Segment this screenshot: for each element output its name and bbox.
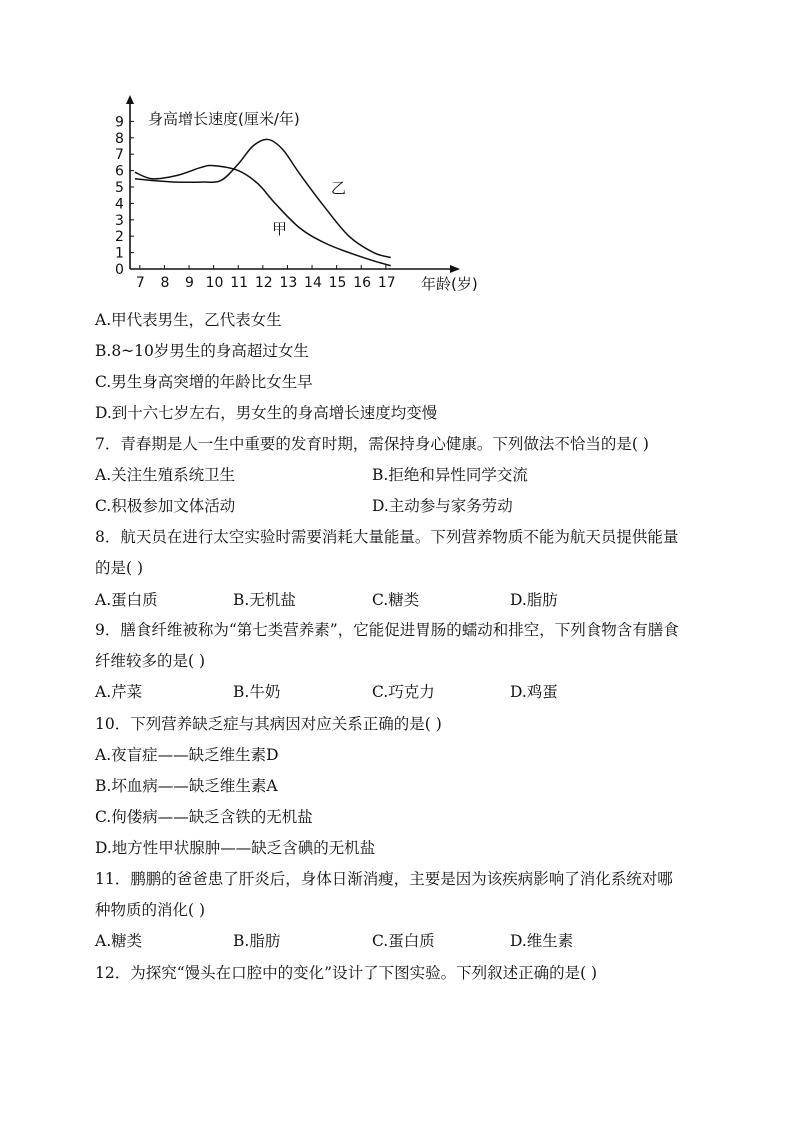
q8-option-a: A.蛋白质 — [95, 591, 158, 609]
y-tick-label: 3 — [115, 212, 124, 229]
y-tick-label: 8 — [115, 130, 124, 147]
q12-stem: 12．为探究“馒头在口腔中的变化”设计了下图实验。下列叙述正确的是( ) — [95, 964, 598, 982]
y-tick-label: 0 — [115, 262, 124, 278]
q10-option-d: D.地方性甲状腺肿——缺乏含碘的无机盐 — [95, 839, 376, 857]
q11-option-c: C.蛋白质 — [372, 932, 435, 950]
y-tick-label: 9 — [115, 114, 124, 131]
y-axis-ticks — [115, 114, 134, 278]
y-tick-label: 7 — [115, 147, 124, 164]
q9-option-c: C.巧克力 — [372, 683, 435, 701]
series-label-jia: 甲 — [272, 220, 288, 238]
q7-option-b: B.拒绝和异性同学交流 — [372, 466, 528, 484]
series-line-jia — [135, 165, 391, 265]
q10-option-c: C.佝偻病——缺乏含铁的无机盐 — [95, 808, 313, 826]
x-tick-label: 16 — [353, 275, 372, 291]
y-axis-arrow — [126, 95, 134, 104]
q9-option-b: B.牛奶 — [233, 683, 281, 701]
q8-option-b: B.无机盐 — [233, 591, 296, 609]
x-tick-label: 12 — [254, 275, 273, 291]
q7-option-a: A.关注生殖系统卫生 — [95, 466, 236, 484]
x-tick-label: 9 — [185, 275, 194, 291]
q10-stem: 10．下列营养缺乏症与其病因对应关系正确的是( ) — [95, 715, 442, 733]
q10-option-b: B.坏血病——缺乏维生素A — [95, 777, 278, 795]
q9-option-d: D.鸡蛋 — [510, 683, 558, 701]
q11-stem-line1: 11．鹏鹏的爸爸患了肝炎后，身体日渐消瘦，主要是因为该疾病影响了消化系统对哪 — [95, 870, 673, 888]
q11-option-d: D.维生素 — [510, 932, 574, 950]
q8-option-c: C.糖类 — [372, 591, 420, 609]
x-axis-arrow — [450, 265, 460, 273]
series-line-yi — [135, 139, 391, 257]
q11-stem-line2: 种物质的消化( ) — [95, 901, 206, 919]
q10-option-a: A.夜盲症——缺乏维生素D — [95, 746, 279, 764]
y-tick-label: 1 — [115, 245, 124, 262]
q7-stem: 7．青春期是人一生中重要的发育时期，需保持身心健康。下列做法不恰当的是( ) — [95, 435, 649, 453]
x-axis-label: 年龄(岁) — [421, 275, 478, 292]
q8-stem-line1: 8．航天员在进行太空实验时需要消耗大量能量。下列营养物质不能为航天员提供能量 — [95, 528, 679, 546]
q6-option-b: B.8~10岁男生的身高超过女生 — [95, 342, 309, 360]
x-tick-label: 14 — [304, 275, 322, 291]
y-tick-label: 2 — [115, 229, 124, 246]
q9-option-a: A.芹菜 — [95, 683, 143, 701]
x-tick-label: 11 — [230, 275, 249, 291]
chart-curves — [135, 139, 391, 265]
q11-option-a: A.糖类 — [95, 932, 143, 950]
q6-option-a: A.甲代表男生，乙代表女生 — [95, 311, 282, 329]
q8-stem-line2: 的是( ) — [95, 559, 144, 577]
chart-title: 身高增长速度(厘米/年) — [148, 110, 300, 128]
growth-rate-chart — [108, 92, 500, 292]
x-tick-label: 17 — [377, 275, 396, 291]
x-tick-label: 8 — [160, 275, 170, 291]
q6-option-c: C.男生身高突增的年龄比女生早 — [95, 373, 313, 391]
y-tick-label: 5 — [115, 180, 124, 196]
x-tick-label: 7 — [135, 275, 145, 291]
y-tick-label: 6 — [115, 163, 124, 180]
q7-option-c: C.积极参加文体活动 — [95, 497, 236, 515]
q6-option-d: D.到十六七岁左右，男女生的身高增长速度均变慢 — [95, 404, 438, 422]
x-tick-label: 13 — [279, 275, 298, 291]
y-tick-label: 4 — [115, 196, 124, 213]
q8-option-d: D.脂肪 — [510, 591, 558, 609]
series-label-yi: 乙 — [331, 179, 347, 197]
q9-stem-line2: 纤维较多的是( ) — [95, 652, 206, 670]
q9-stem-line1: 9．膳食纤维被称为“第七类营养素”，它能促进胃肠的蠕动和排空，下列食物含有膳食 — [95, 621, 679, 639]
x-tick-label: 10 — [205, 275, 224, 291]
q11-option-b: B.脂肪 — [233, 932, 281, 950]
q7-option-d: D.主动参与家务劳动 — [372, 497, 513, 515]
x-tick-label: 15 — [328, 275, 347, 291]
